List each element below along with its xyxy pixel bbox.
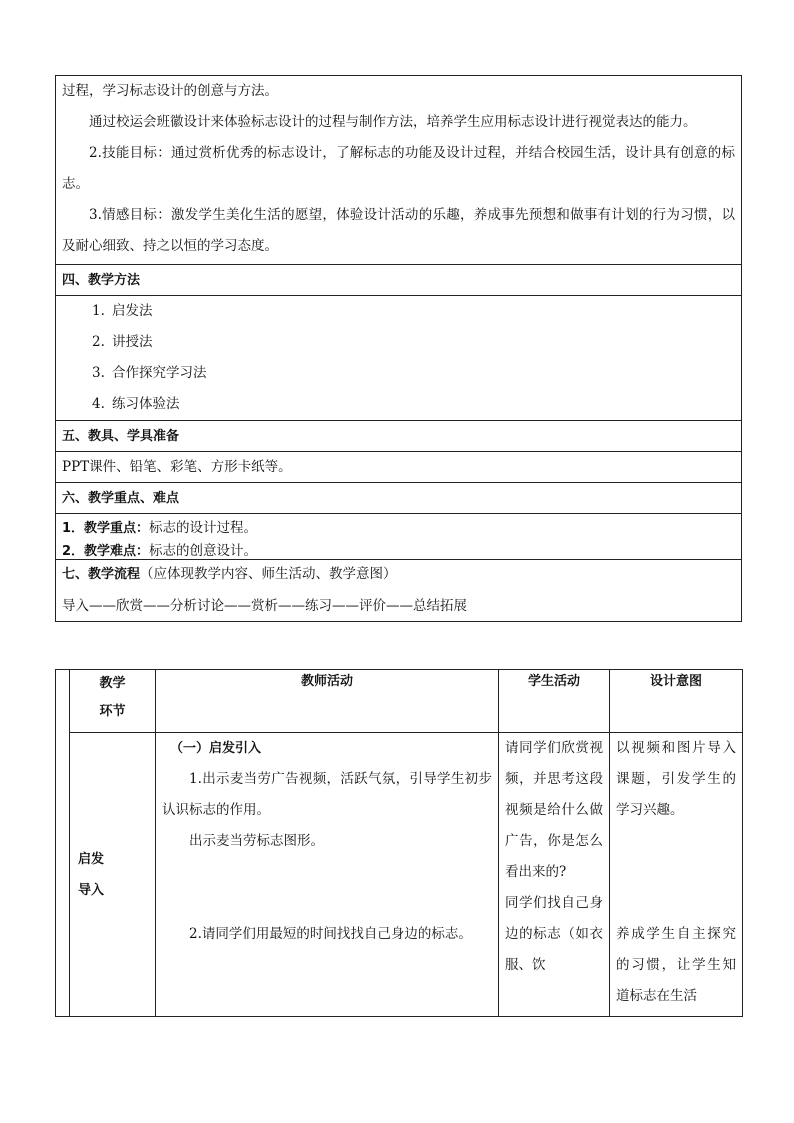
- tools-text: PPT课件、铅笔、彩笔、方形卡纸等。: [56, 452, 741, 483]
- student-activity-2: 同学们找自己身边的标志（如衣服、饮: [505, 895, 603, 973]
- method-item: 4. 练习体验法: [92, 396, 180, 412]
- process-table-header: [56, 670, 743, 733]
- header-student-activity: 学生活动: [499, 670, 610, 733]
- flow-line: 导入——欣赏——分析讨论——赏析——练习——评价——总结拓展: [62, 598, 467, 614]
- design-intent-2: 养成学生自主探究的习惯，让学生知道标志在生活: [616, 926, 736, 1004]
- keypoint-focus: 1．教学重点：标志的设计过程。: [62, 520, 258, 536]
- student-activity-1: 请同学们欣赏视频，并思考这段视频是给什么做广告，你是怎么看出来的?: [505, 740, 603, 880]
- method-item: 2. 讲授法: [92, 334, 153, 350]
- student-activity-cell: [499, 733, 610, 1017]
- process-table: [55, 669, 743, 1017]
- tools-heading: 五、教具、学具准备: [56, 421, 741, 452]
- objective-paragraph-2: 通过校运会班徽设计来体验标志设计的过程与制作方法，培养学生应用标志设计进行视觉表达的能力。: [89, 114, 697, 130]
- header-design-intent: 设计意图: [610, 670, 743, 733]
- stage-cell: 启发 导入: [70, 733, 156, 1017]
- methods-list-section: [56, 296, 741, 421]
- flow-section: [56, 560, 741, 622]
- table-margin-cell: [56, 733, 70, 1017]
- flow-heading: 七、教学流程（应体现教学内容、师生活动、教学意图）: [62, 566, 397, 582]
- methods-list: [62, 296, 735, 420]
- method-item: 1. 启发法: [92, 303, 153, 319]
- keypoints-heading: 六、教学重点、难点: [56, 483, 741, 514]
- table-margin-cell: [56, 670, 70, 733]
- teacher-step-1: 1.出示麦当劳广告视频，活跃气氛，引导学生初步认识标志的作用。: [162, 771, 492, 818]
- objective-paragraph-1: 过程，学习标志设计的创意与方法。: [62, 83, 278, 99]
- lesson-plan-table-upper: [55, 75, 742, 622]
- objective-emotion: 3.情感目标：激发学生美化生活的愿望，体验设计活动的乐趣，养成事先预想和做事有计划的行为习惯，以及耐心细致、持之以恒的学习态度。: [62, 207, 735, 254]
- teacher-step-1-note: 出示麦当劳标志图形。: [189, 833, 324, 849]
- sub-section-title: （一）启发引入: [170, 741, 262, 756]
- teacher-step-2: 2.请同学们用最短的时间找找自己身边的标志。: [189, 926, 472, 942]
- objectives-section: [56, 76, 741, 265]
- design-intent-cell: [610, 733, 743, 1017]
- teacher-activity-cell: [156, 733, 499, 1017]
- objective-skill: 2.技能目标：通过赏析优秀的标志设计，了解标志的功能及设计过程，并结合校园生活，设计具有创意的标志。: [62, 145, 735, 192]
- header-teacher-activity: 教师活动: [156, 670, 499, 733]
- keypoints-section: [56, 514, 741, 560]
- keypoint-difficulty: 2．教学难点：标志的创意设计。: [62, 543, 258, 559]
- table-row: [56, 733, 743, 1017]
- method-item: 3. 合作探究学习法: [92, 365, 207, 381]
- design-intent-1: 以视频和图片导入课题，引发学生的学习兴趣。: [616, 740, 736, 818]
- lesson-plan-document: [55, 75, 742, 622]
- methods-heading: 四、教学方法: [56, 265, 741, 296]
- header-stage: 教学 环节: [70, 670, 156, 733]
